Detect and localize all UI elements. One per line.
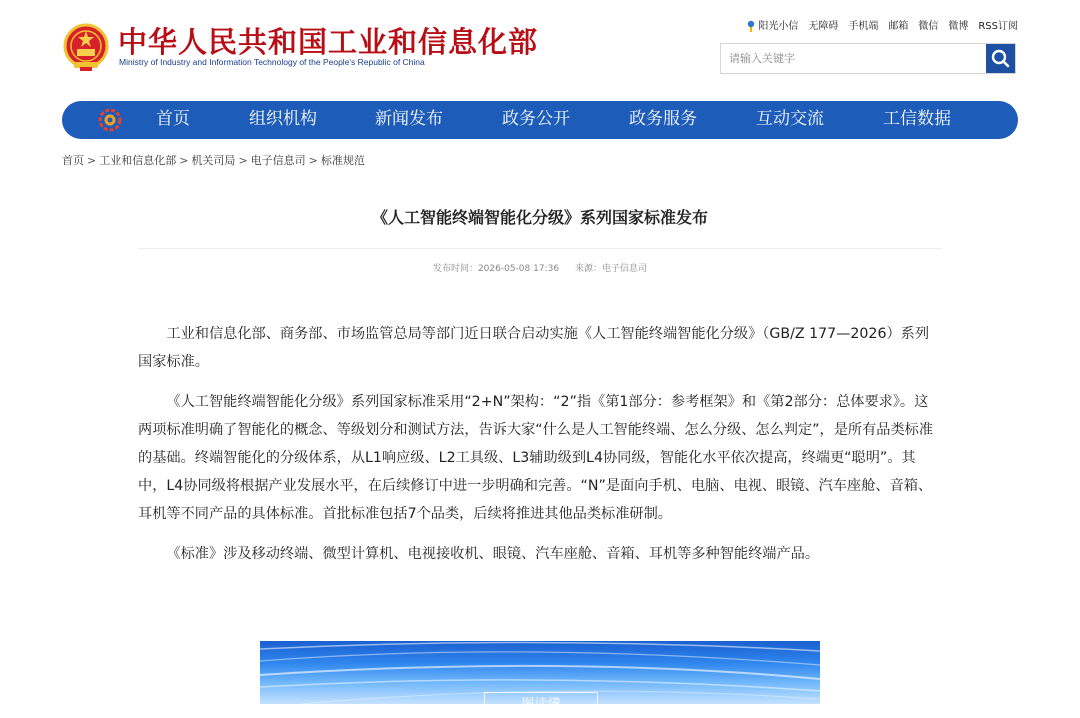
title-divider [138, 248, 942, 249]
paragraph: 工业和信息化部、商务部、市场监管总局等部门近日联合启动实施《人工智能终端智能化分级》（GB/Z 177—2026）系列国家标准。 [138, 326, 930, 370]
search-button[interactable] [986, 44, 1015, 73]
breadcrumb-ministry[interactable]: 工业和信息化部 [99, 154, 177, 167]
nav-interaction[interactable]: 互动交流 [756, 109, 824, 129]
site-title[interactable]: 中华人民共和国工业和信息化部 [118, 25, 539, 59]
breadcrumb-separator: > [238, 154, 248, 167]
accessibility-link[interactable]: 无障碍 [808, 21, 839, 32]
mobile-link[interactable]: 手机端 [848, 21, 879, 32]
wechat-link[interactable]: 微信 [918, 21, 939, 32]
breadcrumb-separator: > [179, 154, 189, 167]
main-nav [62, 101, 1018, 139]
sunshine-link[interactable] [747, 17, 798, 32]
infographic-button[interactable]: 图读懂 [484, 692, 598, 718]
ministry-emblem-icon [98, 108, 122, 132]
search-icon [986, 44, 1015, 73]
paragraph: 《标准》涉及移动终端、微型计算机、电视接收机、眼镜、汽车座舱、音箱、耳机等多种智能终端产品。 [166, 546, 820, 562]
publish-time: 发布时间：2026-05-08 17:36 [432, 264, 560, 274]
search-box [720, 43, 1016, 74]
article-body [138, 320, 942, 580]
paragraph: 《人工智能终端智能化分级》系列国家标准采用“2+N”架构：“2”指《第1部分：参考框架》和《第2部分：总体要求》。这两项标准明确了智能化的概念、等级划分和测试方法，告诉大家“什么是人工智能终端、怎么分级、怎么判定”，是所有品类标准的基础。终端智能化的分级体系，从L1响应级、L2工具级、L3辅助级到L4协同级，智能化水平依次提高，终端更“聪明”。其中，L4协同级将根据产业发展水平，在后续修订中进一步明确和完善。“N”是面向手机、电脑、电视、眼镜、汽车座舱、音箱、耳机等不同产品的具体标准。首批标准包括7个品类，后续将推进其他品类标准研制。 [138, 394, 934, 522]
site-title-english: Ministry of Industry and Information Technology of the People's Republic of China [119, 57, 425, 67]
nav-organization[interactable]: 组织机构 [249, 109, 317, 129]
search-input[interactable] [721, 44, 1001, 73]
weibo-link[interactable]: 微博 [948, 21, 969, 32]
sunshine-icon [747, 20, 755, 32]
article-meta [138, 261, 942, 274]
nav-government-services[interactable]: 政务服务 [629, 109, 697, 129]
nav-government-affairs[interactable]: 政务公开 [502, 109, 570, 129]
breadcrumb-standards[interactable]: 标准规范 [320, 154, 365, 167]
breadcrumb [62, 152, 365, 168]
nav-news[interactable]: 新闻发布 [375, 109, 443, 129]
rss-link[interactable]: RSS订阅 [978, 21, 1018, 32]
mailbox-link[interactable]: 邮箱 [888, 21, 909, 32]
national-emblem-logo [62, 22, 110, 72]
nav-data[interactable]: 工信数据 [883, 109, 951, 129]
breadcrumb-home[interactable]: 首页 [62, 154, 84, 167]
breadcrumb-departments[interactable]: 机关司局 [191, 154, 236, 167]
top-links [747, 17, 1018, 32]
breadcrumb-separator: > [87, 154, 97, 167]
article-title: 《人工智能终端智能化分级》系列国家标准发布 [371, 208, 708, 227]
sunshine-label: 阳光小信 [758, 21, 799, 32]
article-source: 来源：电子信息司 [575, 264, 648, 274]
infographic-banner[interactable] [260, 641, 820, 712]
nav-home[interactable]: 首页 [156, 109, 190, 129]
breadcrumb-electronics-dept[interactable]: 电子信息司 [250, 154, 306, 167]
breadcrumb-separator: > [308, 154, 318, 167]
